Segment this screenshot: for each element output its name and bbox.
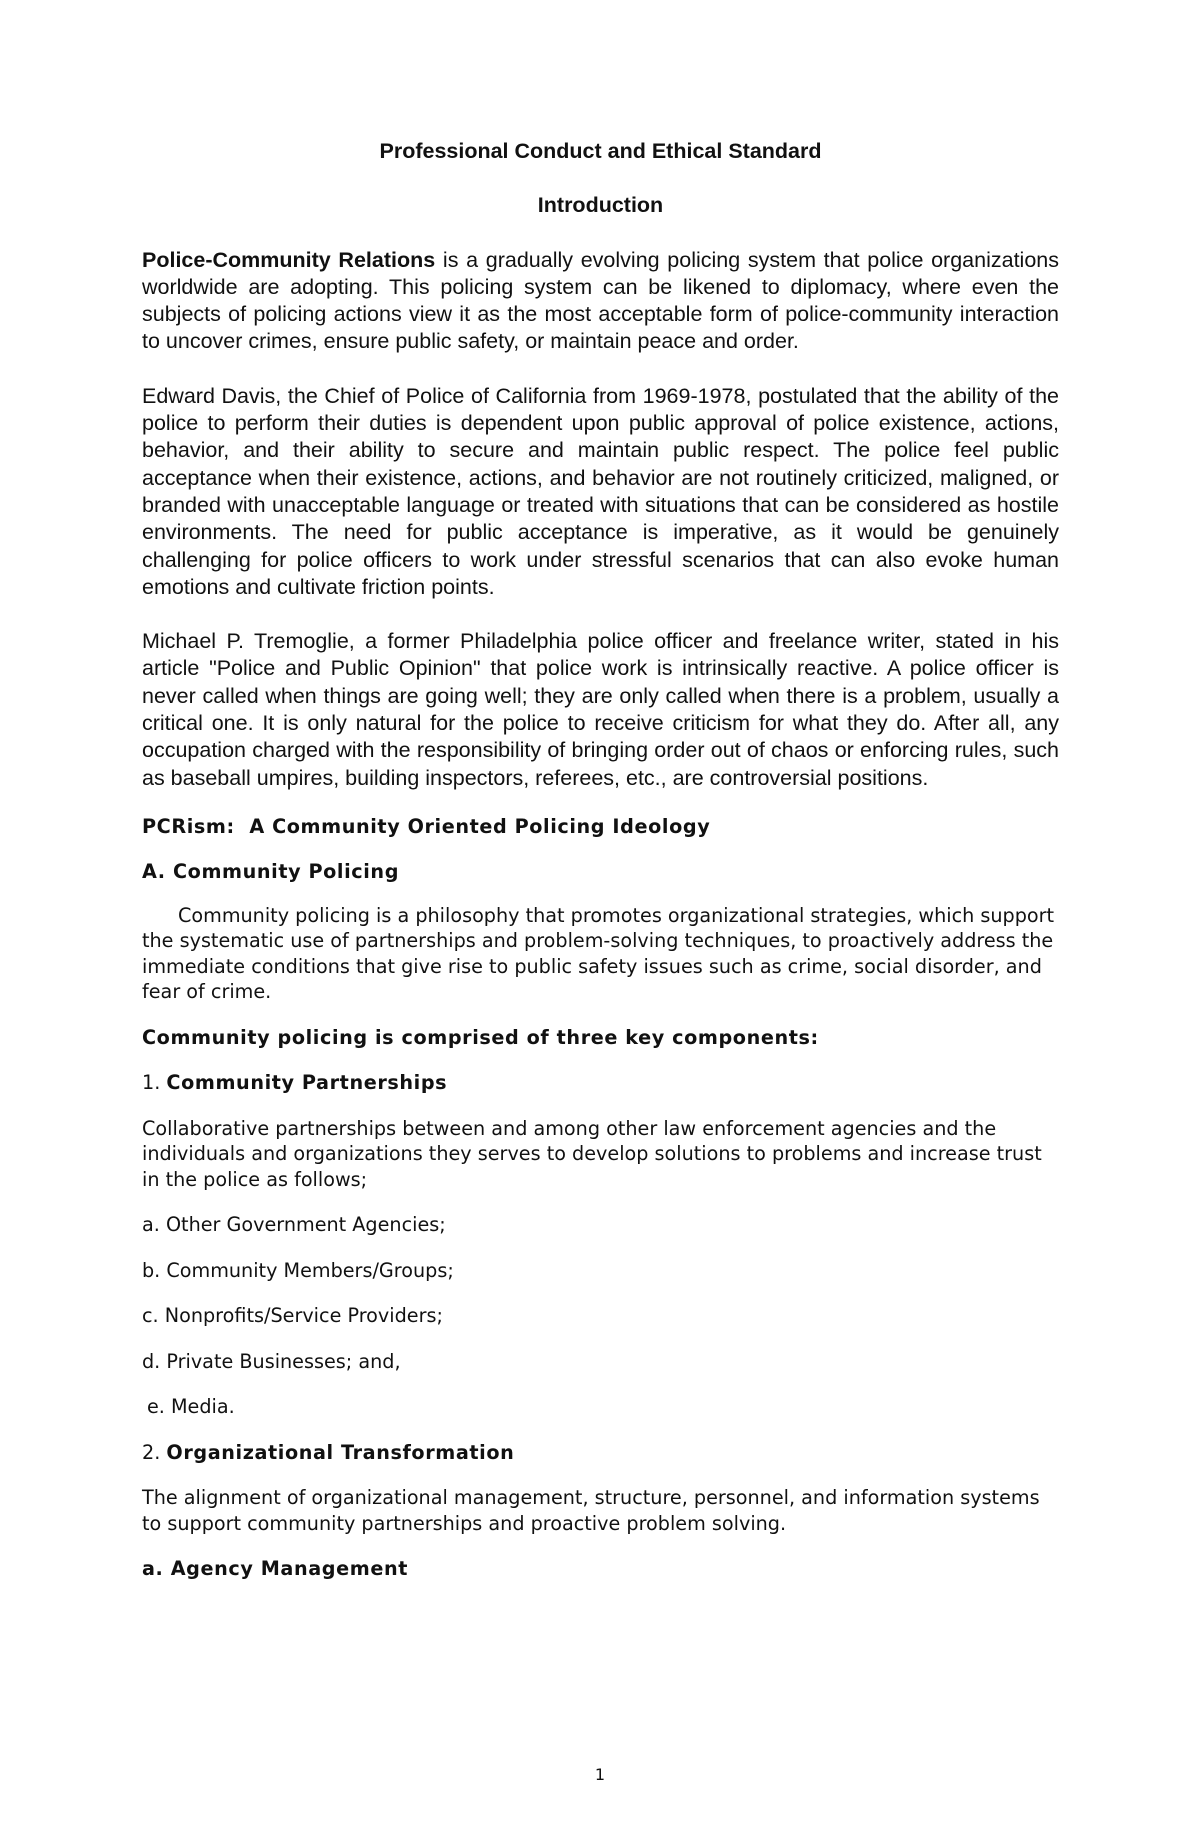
component-1-label: Community Partnerships	[166, 1071, 448, 1095]
list-item: a. Other Government Agencies;	[142, 1213, 446, 1237]
intro-paragraph-1-bold: Police-Community Relations	[142, 247, 436, 272]
document-content	[142, 138, 1059, 1602]
document-title: Professional Conduct and Ethical Standard	[379, 139, 822, 163]
agency-management-heading: a. Agency Management	[142, 1557, 408, 1581]
component-1-paragraph: Collaborative partnerships between and among other law enforcement agencies and the individuals and organizations they serves to develop solutions to problems and increase trust in the police as follows;	[142, 1116, 1042, 1191]
list-item: e. Media.	[147, 1395, 235, 1419]
intro-paragraph-3: Michael P. Tremoglie, a former Philadelphia police officer and freelance writer, stated in his article "Police and Public Opinion" that police work is intrinsically reactive. A police officer is never called when things are going well; they are only called when there is a problem, usually a critical one. It is only natural for the police to receive criticism for what they do. After all, any occupation charged with the responsibility of bringing order out of chaos or enforcing rules, such as baseball umpires, building inspectors, referees, etc., are controversial positions.	[142, 629, 1059, 790]
components-heading: Community policing is comprised of three key components:	[142, 1025, 819, 1049]
section-a-heading: A. Community Policing	[142, 860, 400, 884]
component-1-number: 1.	[142, 1071, 167, 1095]
list-item: d. Private Businesses; and,	[142, 1349, 401, 1373]
component-2-paragraph: The alignment of organizational management, structure, personnel, and information systems to support community partnerships and proactive problem solving.	[142, 1486, 1040, 1535]
intro-paragraph-2: Edward Davis, the Chief of Police of California from 1969-1978, postulated that the ability of the police to perform their duties is dependent upon public approval of police existence, actions, behavior, and their ability to secure and maintain public respect. The police feel public acceptance when their existence, actions, and behavior are not routinely criticized, maligned, or branded with unacceptable language or treated with situations that can be considered as hostile environments. The need for public acceptance is imperative, as it would be genuinely challenging for police officers to work under stressful scenarios that can also evoke human emotions and cultivate friction points.	[142, 383, 1059, 599]
list-item: b. Community Members/Groups;	[142, 1258, 454, 1282]
pcrism-heading: PCRism: A Community Oriented Policing Ideology	[142, 814, 711, 838]
list-item: c. Nonprofits/Service Providers;	[142, 1304, 443, 1328]
section-a-paragraph: Community policing is a philosophy that promotes organizational strategies, which support the systematic use of partnerships and problem-solving techniques, to proactively address the immediate conditions that give rise to public safety issues such as crime, social disorder, and fear of crime.	[142, 903, 1055, 1004]
component-2-number: 2.	[142, 1440, 167, 1464]
component-2-heading	[142, 1440, 1059, 1466]
intro-paragraph-1	[142, 247, 1059, 356]
component-2-label: Organizational Transformation	[166, 1440, 515, 1464]
page-number: 1	[594, 1765, 606, 1784]
component-1-heading	[142, 1070, 1059, 1096]
introduction-heading: Introduction	[537, 193, 664, 218]
intro-paragraph-1-text: is a gradually evolving policing system that police organizations worldwide are adopting. This policing system can be likened to diplomacy, where even the subjects of policing actions view it as the most acceptable form of police-community interaction to uncover crimes, ensure public safety, or maintain peace and order.	[142, 247, 1059, 354]
